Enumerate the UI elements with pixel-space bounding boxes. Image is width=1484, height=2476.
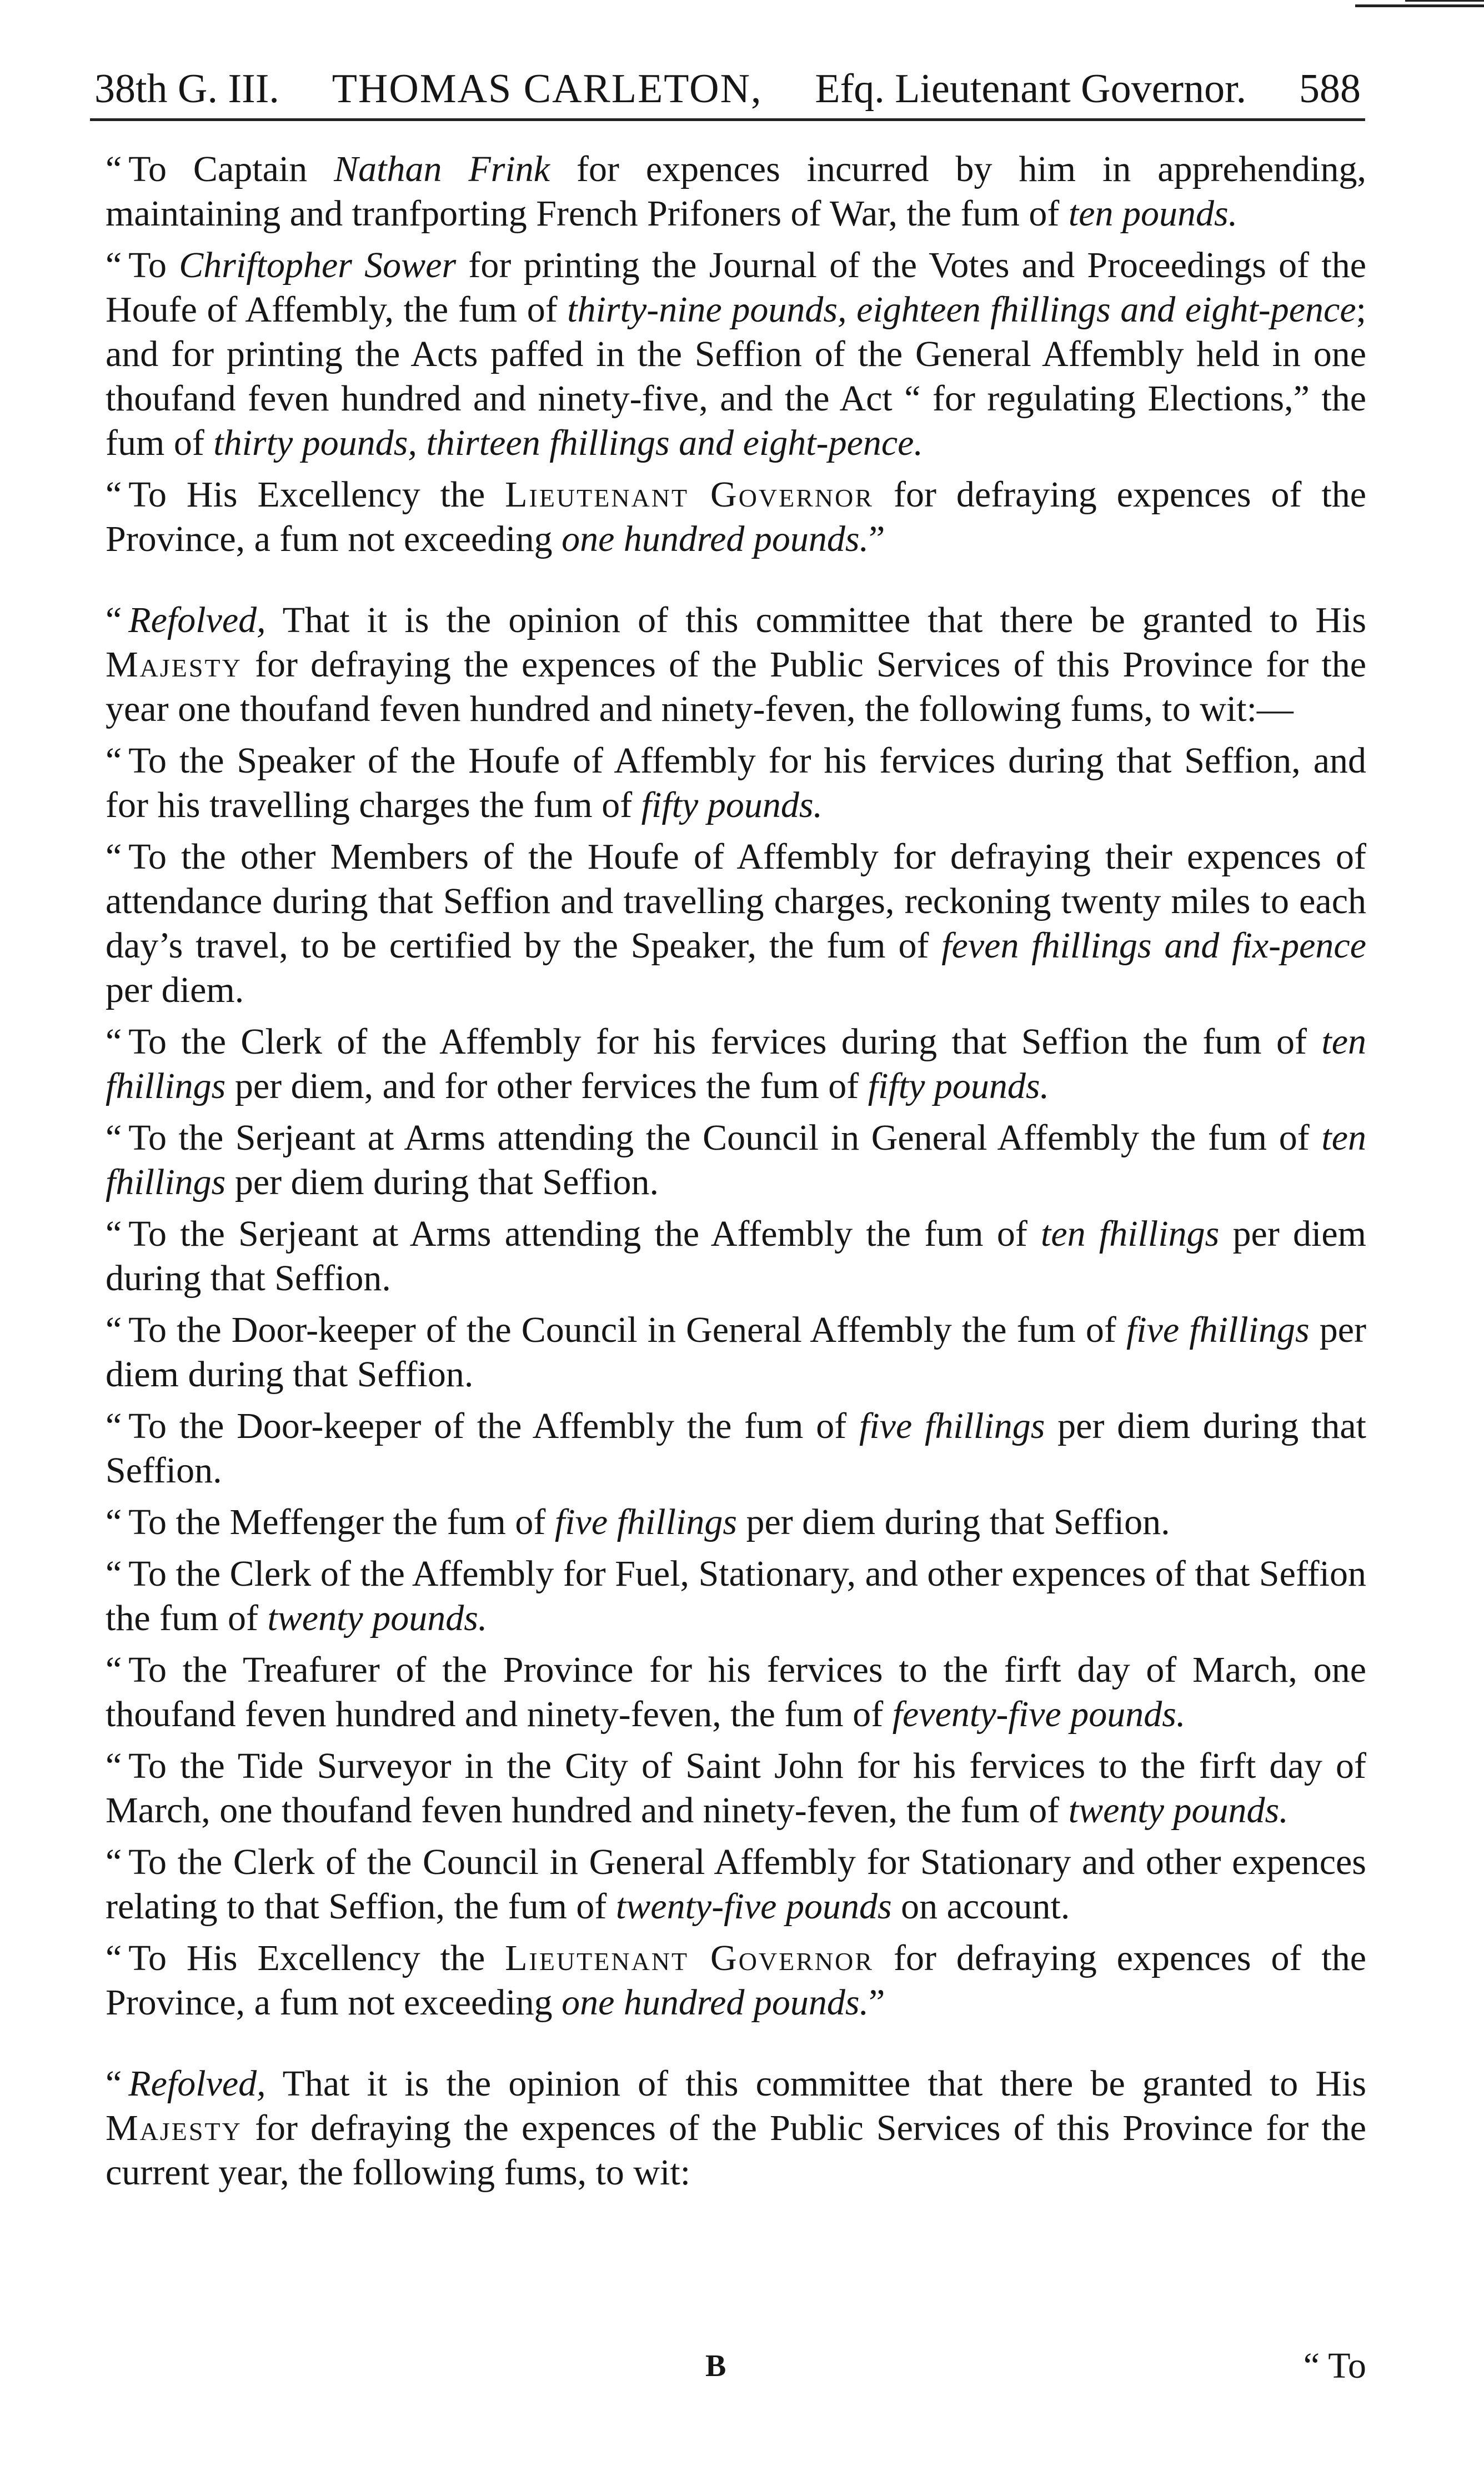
text-run: for defraying the expences of the Public Services of this Province for the year one thoufand feven hundred and ninety-feven, the following fums, to wit:— <box>106 644 1366 729</box>
opening-quote: “ <box>106 1650 122 1690</box>
paragraph <box>106 1840 1366 1929</box>
opening-quote: “ <box>106 1842 122 1882</box>
text-run: To the Door-keeper of the Affembly the fum of <box>128 1406 859 1446</box>
header-rule <box>90 118 1365 121</box>
small-caps-run: Majesty <box>106 2108 242 2148</box>
paragraph <box>106 835 1366 1013</box>
small-caps-run: Lieutenant Governor <box>505 474 874 515</box>
italic-run: thirty-nine pounds, eighteen fhillings and eight-pence <box>567 289 1356 330</box>
paragraph <box>106 1552 1366 1641</box>
paragraph <box>106 1308 1366 1397</box>
opening-quote: “ <box>106 1553 122 1594</box>
opening-quote: “ <box>106 1310 122 1350</box>
regnal-year: 38th G. III. <box>94 66 279 112</box>
text-run: ” <box>869 1982 885 2023</box>
italic-run: feven fhillings and fix-pence <box>941 925 1367 966</box>
text-run: To the Tide Surveyor in the City of Saint John for his fervices to the firft day of March, one thoufand feven hundred and ninety-feven, the fum of <box>106 1746 1366 1831</box>
text-run: ” <box>869 519 885 559</box>
paragraph <box>106 1404 1366 1493</box>
page-body <box>106 147 1366 2202</box>
italic-run: twenty pounds. <box>267 1598 488 1638</box>
text-run: To the Clerk of the Council in General Affembly for Stationary and other expences relating to that Seffion, the fum of <box>106 1842 1366 1927</box>
opening-quote: “ <box>106 1021 122 1062</box>
italic-run: thirty pounds, thirteen fhillings and eight-pence. <box>213 423 923 463</box>
opening-quote: “ <box>106 2063 122 2104</box>
text-run: per diem during that Seffion. <box>225 1162 659 1202</box>
text-run: To the Meffenger the fum of <box>128 1502 555 1542</box>
paragraph <box>106 1936 1366 2025</box>
text-run: per diem during that Seffion. <box>106 1214 1367 1299</box>
text-run: To the Serjeant at Arms attending the Affembly the fum of <box>128 1214 1041 1254</box>
italic-run: one hundred pounds. <box>561 519 869 559</box>
text-run: That it is the opinion of this committee that there be granted to His <box>265 2063 1366 2104</box>
italic-run: fifty pounds. <box>641 785 823 825</box>
italic-run: ten pounds. <box>1068 193 1238 234</box>
text-run: To the Treafurer of the Province for his fervices to the firft day of March, one thoufand feven hundred and ninety-feven, the fum of <box>106 1650 1366 1735</box>
paragraph <box>106 1020 1366 1109</box>
paragraph <box>106 1500 1366 1545</box>
opening-quote: “ <box>106 1502 122 1542</box>
paragraph <box>106 739 1366 828</box>
signature-mark: B <box>705 2349 726 2383</box>
opening-quote: “ <box>106 149 122 189</box>
paragraph <box>106 243 1366 465</box>
page-number: 588 <box>1298 66 1361 112</box>
italic-run: Nathan Frink <box>334 149 550 189</box>
text-run: To Captain <box>128 149 334 189</box>
paragraph <box>106 1116 1366 1205</box>
text-run: To the other Members of the Houfe of Affembly for defraying their expences of attendance during that Seffion and travelling charges, reckoning twenty miles to each day’s travel, to be certified by the Speaker, the fum of <box>106 836 1366 966</box>
small-caps-run: Majesty <box>106 644 242 685</box>
opening-quote: “ <box>106 245 122 285</box>
text-run: To <box>128 245 179 285</box>
text-run: per diem, and for other fervices the fum of <box>225 1066 868 1106</box>
italic-run: five fhillings <box>1126 1310 1310 1350</box>
text-run: That it is the opinion of this committee that there be granted to His <box>265 600 1366 640</box>
text-run: per diem. <box>106 970 244 1010</box>
paragraph <box>106 1212 1366 1301</box>
text-run: To the Clerk of the Affembly for Fuel, Stationary, and other expences of that Seffion the fum of <box>106 1553 1366 1638</box>
opening-quote: “ <box>106 600 122 640</box>
opening-quote: “ <box>106 740 122 781</box>
text-run: per diem during that Seffion. <box>106 1406 1366 1491</box>
italic-run: Refolved, <box>128 600 266 640</box>
italic-run: fifty pounds. <box>868 1066 1050 1106</box>
text-run: To the Speaker of the Houfe of Affembly for his fervices during that Seffion, and for his travelling charges the fum of <box>106 740 1366 825</box>
text-run: To the Clerk of the Affembly for his fervices during that Seffion the fum of <box>128 1021 1322 1062</box>
text-run: per diem during that Seffion. <box>737 1502 1170 1542</box>
text-run: ; and for printing the Acts paffed in the Seffion of the General Affembly held in one thoufand feven hundred and ninety-five, and the Act “ for regulating Elections,” the fum of <box>106 289 1366 463</box>
running-header <box>94 58 1361 119</box>
paragraph <box>106 598 1366 731</box>
italic-run: Refolved, <box>128 2063 266 2104</box>
opening-quote: “ <box>106 1938 122 1978</box>
italic-run: five fhillings <box>859 1406 1045 1446</box>
paragraph <box>106 1744 1366 1833</box>
italic-run: ten fhillings <box>1041 1214 1220 1254</box>
text-run: for defraying expences of the Province, a fum not exceeding <box>106 474 1366 559</box>
opening-quote: “ <box>106 474 122 515</box>
top-edge-mark-2 <box>1405 0 1484 2</box>
italic-run: twenty pounds. <box>1068 1790 1289 1831</box>
text-run: per diem during that Seffion. <box>106 1310 1366 1395</box>
small-caps-run: Lieutenant Governor <box>505 1938 874 1978</box>
text-run: To His Excellency the <box>128 474 505 515</box>
italic-run: ten fhillings <box>106 1021 1366 1106</box>
paragraph <box>106 473 1366 562</box>
text-run: for defraying expences of the Province, a fum not exceeding <box>106 1938 1366 2023</box>
text-run: To the Serjeant at Arms attending the Council in General Affembly the fum of <box>128 1117 1322 1158</box>
italic-run: twenty-five pounds <box>615 1886 892 1927</box>
text-run: for expences incurred by him in apprehending, maintaining and tranfporting French Prifoners of War, the fum of <box>106 149 1366 234</box>
italic-run: ten fhillings <box>106 1117 1366 1202</box>
italic-run: feventy-five pounds. <box>892 1694 1186 1735</box>
running-head-line <box>94 58 1361 119</box>
italic-run: five fhillings <box>554 1502 738 1542</box>
italic-run: one hundred pounds. <box>561 1982 869 2023</box>
italic-run: Chriftopher Sower <box>179 245 457 285</box>
text-run: To His Excellency the <box>128 1938 505 1978</box>
opening-quote: “ <box>106 1406 122 1446</box>
page-footer <box>106 2341 1366 2397</box>
opening-quote: “ <box>106 1117 122 1158</box>
governor-title: Efq. Lieutenant Governor. <box>815 66 1247 112</box>
governor-name: THOMAS CARLETON, <box>332 66 763 112</box>
text-run: for printing the Journal of the Votes and Proceedings of the Houfe of Affembly, the fum of <box>106 245 1367 330</box>
text-run: on account. <box>891 1886 1070 1927</box>
opening-quote: “ <box>106 836 122 877</box>
paragraph <box>106 1648 1366 1737</box>
catchword: “ To <box>1303 2345 1366 2386</box>
opening-quote: “ <box>106 1746 122 1786</box>
text-run: for defraying the expences of the Public Services of this Province for the current year, the following fums, to wit: <box>106 2108 1366 2193</box>
paragraph <box>106 147 1366 236</box>
opening-quote: “ <box>106 1214 122 1254</box>
paragraph <box>106 2062 1366 2195</box>
top-edge-mark <box>1355 4 1484 7</box>
text-run: To the Door-keeper of the Council in General Affembly the fum of <box>128 1310 1126 1350</box>
